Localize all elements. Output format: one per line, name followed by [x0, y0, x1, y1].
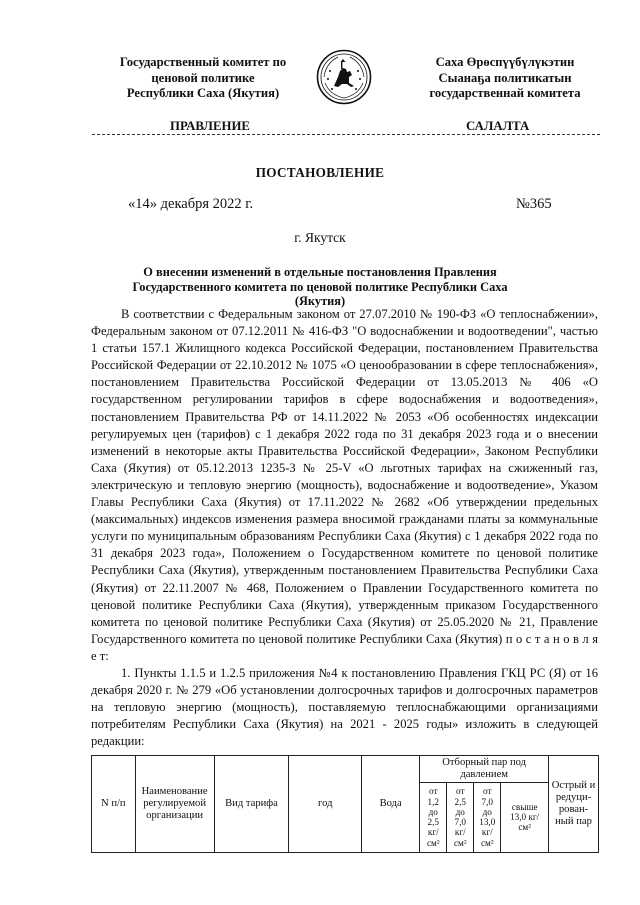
header-right-line: Саха Өрөспүүбүлүкэтин — [435, 55, 575, 69]
subject-line: О внесении изменений в отдельные постановления Правления — [143, 265, 497, 279]
header-divider — [92, 134, 600, 135]
col-header-sharp-steam: Острый и редуци-рован-ный пар — [549, 756, 599, 853]
col-header-tariff-type: Вид тарифа — [214, 756, 289, 853]
col-header-water: Вода — [362, 756, 420, 853]
document-city: г. Якутск — [294, 230, 346, 245]
col-header-organization: Наименование регулируемой организации — [135, 756, 214, 853]
col-header-steam-2: от 2,5 до 7,0 кг/ см² — [447, 782, 474, 852]
header-left-org-name — [98, 55, 308, 102]
header-right-line: государственнай комитета — [429, 86, 581, 100]
header-right-org-name — [395, 55, 615, 102]
board-label-left: ПРАВЛЕНИЕ — [170, 119, 250, 133]
body-paragraph-preamble: В соответствии с Федеральным законом от 27.07.2010 № 190-ФЗ «О теплоснабжении», Федеральным законом от 07.12.2011 № 416-ФЗ "О водоснабжении и водоотведении", частью 1 статьи 157.1 Жилищного кодекса Российской Федерации, постановлением Правительства Российской Федерации от 22.10.2012 № 1075 «О ценообразовании в сфере теплоснабжения», постановлением Правительства Российской Федерации от 13.05.2013 № 406 «О государственном регулировании тарифов в сфере водоснабжения и водоотведения», постановлением Правительства РФ от 14.11.2022 № 2053 «Об особенностях индексации регулируемых цен (тарифов) с 1 декабря 2022 года по 31 декабря 2023 года и о внесении изменений в некоторые акты Правительства Российской Федерации», Законом Республики Саха (Якутия) от 05.12.2013 1235-З № 25-V «О льготных тарифах на сжиженный газ, электрическую и тепловую энергию (мощность), водоснабжение и водоотведение», Указом Главы Республики Саха (Якутия) от 17.11.2022 № 2682 «Об утверждении предельных (максимальных) индексов изменения размера вносимой гражданами платы за коммунальные услуги по муниципальным образованиям Республики Саха (Якутия) с 1 декабря 2022 года по 31 декабря 2023 года», Положением о Государственном комитете по ценовой политике Республики Саха (Якутия), утвержденным постановлением Правительства Республики Саха (Якутия) от 22.11.2007 № 468, Положением о Правлении Государственного комитета по ценовой политике Республики Саха (Якутия), утвержденным приказом Государственного комитета по ценовой политике Республики Саха (Якутия) от 25.05.2020 № 21, Правление Государственного комитета по ценовой политике Республики Саха (Якутия) п о с т а н о в л я е т: — [91, 307, 598, 663]
header-left-line: Республики Саха (Якутия) — [126, 86, 280, 100]
col-header-steam-1: от 1,2 до 2,5 кг/ см² — [420, 782, 447, 852]
table-header-row — [92, 756, 599, 783]
document-subject — [110, 265, 530, 309]
document-body — [91, 306, 598, 750]
col-header-steam-3: от 7,0 до 13,0 кг/ см² — [474, 782, 501, 852]
board-label-right: САЛАЛТА — [466, 119, 530, 133]
header-left-line: ценовой политике — [151, 70, 255, 85]
document-type-title: ПОСТАНОВЛЕНИЕ — [255, 165, 385, 180]
col-header-number: N п/п — [92, 756, 136, 853]
body-paragraph-item-1: 1. Пункты 1.1.5 и 1.2.5 приложения №4 к постановлению Правления ГКЦ РС (Я) от 16 декабря 2020 г. № 279 «Об установлении долгосрочных тарифов и долгосрочных параметров на тепловую энергию (мощность), поставляемую теплоснабжающими организациями потребителям Республики Саха (Якутия) на 2021 - 2025 годы» изложить в следующей редакции: — [91, 665, 598, 749]
document-number: №365 — [516, 196, 552, 212]
header-left-line: Государственный комитет по — [119, 55, 287, 69]
document-date: «14» декабря 2022 г. — [128, 196, 254, 212]
sakha-republic-emblem-icon — [316, 49, 372, 105]
subject-line: Государственного комитета по ценовой политике Республики Саха (Якутия) — [132, 279, 508, 308]
col-header-year: год — [289, 756, 362, 853]
header-right-line: Сыанаҕа политикатын — [438, 70, 572, 85]
tariff-table — [91, 755, 599, 853]
col-header-steam-4: свыше 13,0 кг/ см² — [501, 782, 549, 852]
col-header-steam-group: Отборный пар под давлением — [420, 756, 549, 783]
